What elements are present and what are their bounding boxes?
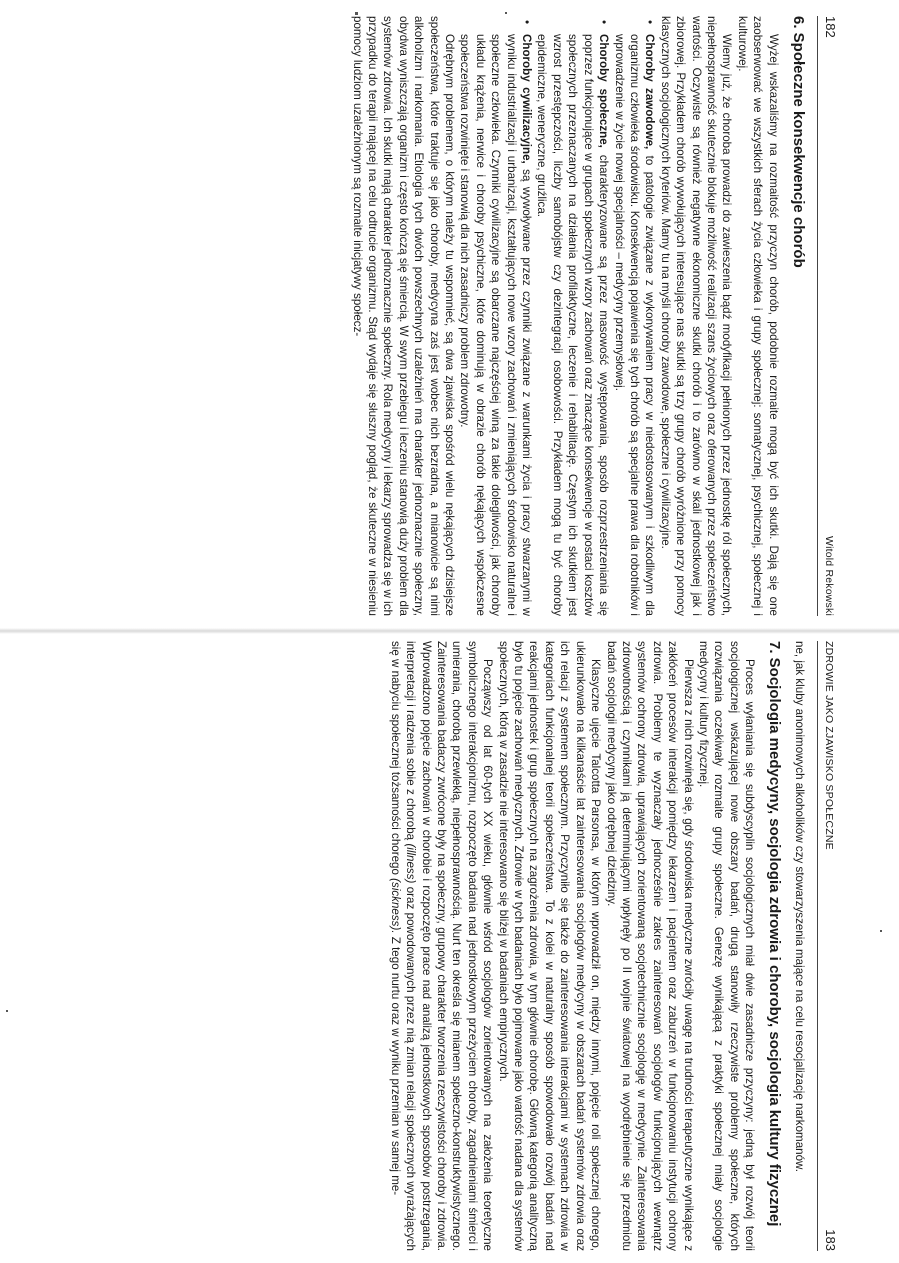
left-running-head <box>817 16 838 616</box>
list-item <box>534 34 611 616</box>
list-item <box>611 34 657 616</box>
term: Choroby cywilizacyjne, <box>520 34 534 164</box>
paragraph: Proces wyłaniania się subdyscyplin socjologicznych miał dwie zasadnicze przyczyny: jedną był rozwój teorii socjologicznej wskazującej nowe obszary badań, drugą stanowiły rzeczywiste problemy społeczne, których rozwiązania oczekiwały rozmaite grupy społeczne. Genezę wynikającą z praktyki społecznej miały socjologie medycyny i kultury fizycznej. <box>696 641 757 1251</box>
scan-speck <box>505 12 507 14</box>
disease-list <box>457 16 657 616</box>
right-running-head <box>817 641 838 1251</box>
paragraph: Odrębnym problemem, o którym należy tu wspomnieć, są dwa zjawiska spośród wielu nękających dzisiejsze społeczeństwa, które traktuje się jako choroby, medycyna zaś jest wobec nich bezradna, a mianowicie są nimi alkoholizm i narkomania. Etiologia tych dwóch powszechnych uzależnień ma charakter jednoznacznie społeczny, obydwa wyniszczają organizm i często kończą się śmiercią. W swym przebiegu i leczeniu stanowią duży problem dla systemów zdrowia. Ich skutki mają charakter jednoznacznie społeczny. Rola medycyny i lekarzy sprowadza się w ich przypadku do terapii mającej na celu odtrucie organizmu. Stąd wydaje się słuszny pogląd, że skuteczne w niesieniu pomocy ludziom uzależnionym są rozmaite inicjatywy społecz- <box>350 16 457 616</box>
left-page-region <box>0 0 899 631</box>
term: Choroby społeczne, <box>597 34 611 148</box>
scan-speck <box>880 930 882 932</box>
section-6-heading: 6. Społeczne konsekwencje chorób <box>789 16 807 268</box>
running-title: ZDROWIE JAKO ZJAWISKO SPOŁECZNE <box>823 641 835 850</box>
term-sickness: (sickness). <box>388 878 402 934</box>
right-page-region <box>0 631 899 1263</box>
left-page-number: 182 <box>823 16 838 38</box>
section-7-heading: 7. Socjologia medycyny, socjologia zdrowia i choroby, socjologia kultury fizycznej <box>766 641 784 1227</box>
term-description: są wywoływane przez czynniki związane z warunkami życia i pracy stwarzanymi w wyniku industrializacji i urbanizacji, kształtujących nowe wzory zachowań i zmieniających środowisko naturalne i społeczne człowieka. Czynniki cywilizacyjne są obarczane najczęściej winą za takie dolegliwości, jak choroby układu krążenia, nerwice i choroby psychiczne, które dominują w obrazie chorób nękających współczesne społeczeństwa rozwinięte i stanowią dla nich zasadniczy problem zdrowotny. <box>458 34 534 616</box>
left-page <box>98 16 838 616</box>
right-page-number: 183 <box>823 1229 838 1251</box>
text-run: Począwszy od lat 60-tych XX wieku, głównie wśród socjologów zorientowanych na założenia teoretyczne symbolicznego interakcjonizmu, rozpoczęto badania nad jednostkowym przeżyciem choroby, zagadnieniami śmierci i umierania, chorobą przewlekłą, niepełnosprawnością. Nurt ten określa się mianem społeczno-konstruktywistycznego. Zainteresowania badaczy zwrócone były na społeczny, grupowy charakter tworzenia rzeczywistości choroby i zdrowia. Wprowadzono pojęcie zachowań w chorobie i rozpoczęto prace nad analizą jednostkowych sposobów postrzegania, interpretacji i radzenia sobie z chorobą <box>404 641 495 1251</box>
paragraph: Klasyczne ujęcie Talcotta Parsonsa, w którym wprowadził on, między innymi, pojęcie roli społecznej chorego, ukierunkowało na kilkanaście lat zainteresowania socjologów medycyny w obszarach badań systemów zdrowia oraz ich relacji z systemem społecznym. Przyczyniło się także do zainteresowania interakcjami w systemach zdrowia w kategoriach funkcjonalnej teorii społeczeństwa. To z kolei w naturalny sposób spowodowało rozwój badań nad reakcjami jednostek i grup społecznych na zagrożenia zdrowia, w tym głównie chorobę. Główną kategorią analityczną było tu pojęcie zachowań medycznych. Zdrowie w tych badaniach było pojmowane jako wartość nadana dla systemów społecznych, którą w zasadzie nie interesowano się bliżej w badaniach empirycznych. <box>496 641 603 1251</box>
term-description: to patologie związane z wykonywaniem pracy w niedostosowanym i szkodliwym dla organizmu człowieka środowisku. Konsekwencją pojawienia się tych chorób są specjalne prawa dla robotników i wprowadzenie w życie nowej specjalności – medycyny przemysłowej. <box>612 34 657 616</box>
term-illness: (illness) <box>404 843 418 884</box>
term: Choroby zawodowe, <box>643 34 657 150</box>
list-item <box>457 34 534 616</box>
scan-speck <box>355 12 358 15</box>
paragraph <box>387 641 495 1251</box>
term-description: charakteryzowane są przez masowość występowania, sposób rozprzestrzeniania się poprzez funkcjonujące w grupach społecznych wzory zachowań oraz znaczące konsekwencje w postaci kosztów społecznych przeznaczanych na działania profilaktyczne, leczenie i rehabilitację. Częstym ich skutkiem jest wzrost przestępczości, liczby samobójstw czy dezintegracji osobowości. Przykładem mogą tu być choroby epidemiczne, weneryczne, gruźlica. <box>535 34 611 616</box>
text-run: oraz powodowanych przez nią zmian relacji społecznych wyrażających się w nabyciu społecznej tożsamości chorego <box>388 641 418 1251</box>
paragraph: Wiemy już, że choroba prowadzi do zawieszenia bądź modyfikacji pełnionych przez jednostkę ról społecznych, niepełnosprawność skutecznie blokuje możliwość realizacji szans życiowych oraz oferowanych przez społeczeństwo wartości. Oczywiste są również negatywne ekonomiczne skutki chorób i to zarówno w skali jednostkowej jak i zbiorowej. Przykładem chorób wywołujących interesujące nas skutki są trzy grupy chorób wyróżnione przy pomocy klasycznych socjologicznych kryteriów. Mamy tu na myśli choroby zawodowe, społeczne i cywilizacyjne. <box>658 16 734 616</box>
scan-speck <box>6 1010 8 1012</box>
text-run: Z tego nurtu oraz w wyniku przemian w samej me- <box>388 933 402 1196</box>
right-page <box>98 641 838 1251</box>
paragraph: ne, jak kluby anonimowych alkoholików czy stowarzyszenia mające na celu resocjalizację narkomanów. <box>792 641 806 1172</box>
paragraph: Wyżej wskazaliśmy na rozmaitość przyczyn chorób, podobnie rozmaite mogą być ich skutki. Dają się one zaobserwować we wszystkich sferach życia człowieka i grupy społecznej: somatycznej, psychicznej, społecznej i kulturowej. <box>735 16 780 616</box>
paragraph: Pierwsza z nich rozwinęła się, gdy środowiska medyczne zwróciły uwagę na trudności terapeutyczne wynikające z zakłóceń procesów interakcji pomiędzy lekarzem i pacjentem oraz zaburzeń w funkcjonowaniu instytucji ochrony zdrowia. Problemy te wyznaczały jednocześnie zakres zainteresowań socjologów funkcjonujących wewnątrz systemów ochrony zdrowia, uprawiających zorientowaną socjotechnicznie socjologię w medycynie. Zainteresowania zdrowotnością i czynnikami ją determinującymi wpłynęły po II wojnie światowej na wyodrębnienie się przedmiotu badań socjologii medycyny jako odrębnej dziedziny. <box>604 641 695 1251</box>
author-name: Witold Rekowski <box>823 535 835 616</box>
